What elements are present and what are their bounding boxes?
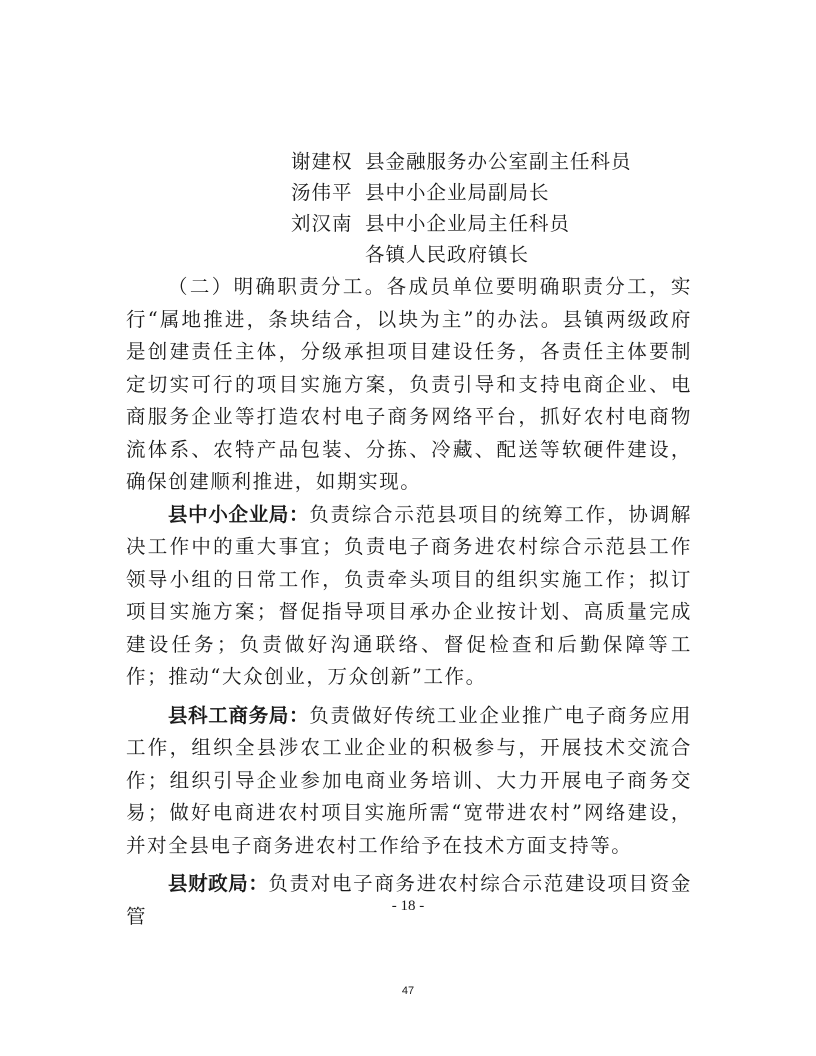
footer-page-number: 47 [401,985,415,997]
member-name: 刘汉南 [291,212,353,235]
member-row [291,208,632,239]
member-name: 汤伟平 [291,181,353,204]
member-role: 县中小企业局主任科员 [365,212,571,235]
page-number: - 18 - [391,898,425,914]
member-role: 县中小企业局副局长 [365,181,550,204]
paragraph-text: 负责综合示范县项目的统筹工作，协调解决工作中的重大事宜；负责电子商务进农村综合示范县工作领导小组的日常工作，负责牵头项目的组织实施工作；拟订项目实施方案；督促指导项目承办企业按计划、高质量完成建设任务；负责做好沟通联络、督促检查和后勤保障等工作；推动“大众创业，万众创新”工作。 [126,502,692,688]
member-row [291,177,632,208]
paragraph-sci-commerce-bureau [126,700,692,863]
paragraph-lead: 县财政局： [168,872,269,895]
member-row [291,239,632,270]
member-role: 各镇人民政府镇长 [365,243,530,266]
member-list [291,146,632,270]
paragraph-lead: 县中小企业局： [168,502,310,526]
paragraph-text: 负责做好传统工业企业推广电子商务应用工作，组织全县涉农工业企业的积极参与，开展技术交流合作；组织引导企业参加电商业务培训、大力开展电子商务交易；做好电商进农村项目实施所需“宽带进农村”网络建设，并对全县电子商务进农村工作给予在技术方面支持等。 [126,703,692,857]
document-body [126,271,692,933]
paragraph-text: 负责对电子商务进农村综合示范建设项目资金管 [126,872,692,928]
member-name: 谢建权 [291,150,353,173]
paragraph-sme-bureau [126,499,692,694]
member-role: 县金融服务办公室副主任科员 [365,150,632,173]
member-row [291,146,632,177]
paragraph-duty-division: （二）明确职责分工。各成员单位要明确职责分工，实行“属地推进，条块结合，以块为主”的办法。县镇两级政府是创建责任主体，分级承担项目建设任务，各责任主体要制定切实可行的项目实施方案，负责引导和支持电商企业、电商服务企业等打造农村电子商务网络平台，抓好农村电商物流体系、农特产品包装、分拣、冷藏、配送等软硬件建设，确保创建顺利推进，如期实现。 [126,275,692,493]
paragraph-lead: 县科工商务局： [168,703,310,727]
